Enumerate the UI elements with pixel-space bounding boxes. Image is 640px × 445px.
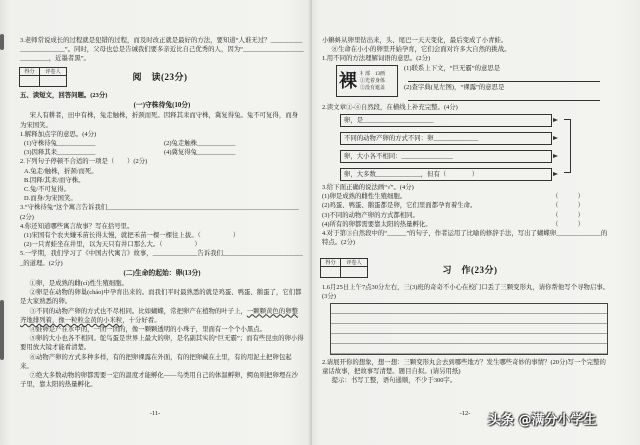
- dictionary-text: [360, 71, 385, 92]
- answer-blank: [408, 92, 600, 101]
- watermark: 头条 @满分小学生: [488, 413, 597, 428]
- statement-text: (1)卵是成熟的雌性生殖细胞。: [322, 193, 407, 201]
- question-1-item: (2)兔走触株____________: [164, 140, 236, 148]
- option-d: D.而身/为宋国笑。: [24, 195, 77, 203]
- grader-label: 评卷人: [341, 259, 367, 267]
- answer-bracket: （ ）: [552, 211, 584, 219]
- grader-cell: [40, 76, 66, 86]
- question-1: 1.解释加点字的意思。(4分): [20, 130, 97, 138]
- arrow-right-icon: [553, 154, 558, 158]
- score-label: 得分: [321, 259, 341, 267]
- paragraph-3: [20, 307, 304, 325]
- dictionary-meaning: ①光着身体: [360, 78, 386, 84]
- question-r3: 3.给下面正确的说法画“√”。(4分): [322, 184, 414, 191]
- left-page: [0, 0, 312, 445]
- flow-bracket: [564, 119, 571, 173]
- word-question-1: (1)联系上下文，“巨无霸”的意思是: [404, 65, 501, 72]
- flow-row: [340, 114, 552, 127]
- writing-question-2-block: [322, 358, 610, 386]
- flow-row-text: 不同的动物产卵的方式不同：卵______________: [344, 135, 479, 142]
- reading-continuation: [322, 36, 610, 64]
- flow-row-text: 卵，大小各不相同：________________: [344, 153, 453, 160]
- dictionary-meaning: ②没有遮盖: [360, 85, 386, 91]
- paragraph-5: ⑤卵的大小也各不相同。鸵鸟蛋是世界上最大的卵，是名副其实的“巨无霸”；而有些昆虫的卵小得要用放大镜才能看清楚。: [20, 335, 304, 352]
- word-question-2: (2)查字典(见左图)，“裸露”的意思是: [404, 84, 505, 92]
- question-5: 5.一学期，我们学习了《中国古代寓言》故事，______________告诉我们__________________________的道理。(2分): [20, 250, 303, 267]
- question-r2: 2.读文章①-④自然段，在横线上补充完整。(4分): [322, 104, 458, 111]
- part1-title: (一)守株待兔(10分): [133, 102, 191, 110]
- answer-bracket: （ ）: [552, 220, 584, 228]
- question-1-items: [20, 139, 304, 157]
- statement-row: [322, 211, 584, 220]
- flow-row-text: 卵，大多数______________，但有（ ）: [344, 171, 479, 178]
- flow-chart: [340, 114, 552, 186]
- writing-tip: 提示：书写工整，语句通顺，不少于300字。: [331, 377, 457, 385]
- continuation-text: 小蝌蚪从卵里钻出来，头、尾巴一天天变化，最后变成了小青蛙。: [322, 37, 508, 44]
- flow-row: [340, 150, 552, 163]
- paragraph-1: ①卵，是成熟的雌(cí)性生殖细胞。: [29, 280, 128, 288]
- binding-edge: [0, 34, 4, 50]
- question-3: 3.“守株待兔”这个寓言告诉我们____________________________________________________________(2分): [20, 204, 299, 221]
- reading-instruction: 五、读短文，回答问题。(23分): [20, 92, 108, 99]
- paragraph-7: ⑦绝大多数动物的卵都需要一定的温度才能孵化——鸟类用自己的体温孵卵，鳄鱼则把卵埋在沙子里，靠太阳的热量孵化。: [20, 372, 298, 389]
- paragraph-8: ⑧生命在小小的卵里开始孕育，它们会面对许多大自然的挑战。: [331, 46, 511, 54]
- paragraph-4: ④蛙卵是产在水中的，一团一团的，像一颗颗透明的小珠子，里面有一个个小黑点。: [29, 326, 267, 334]
- binding-edge: [0, 300, 4, 360]
- arrow-right-icon: [553, 136, 558, 140]
- score-cell: [321, 267, 341, 277]
- flow-row: [340, 168, 552, 181]
- writing-question-1: 1.6月25日上午7点30分左右，三(3)班的奇奇不小心在校门口丢了三颗变形丸，请你帮他写个寻物启事。(3分): [322, 284, 610, 301]
- arrow-right-icon: [553, 172, 558, 176]
- page-number-left: -11-: [149, 410, 161, 417]
- question-4-item: (2)一只青蛙坐在井里，以为天只有井口那么大。（ ）: [24, 241, 201, 249]
- paragraph-2: ②卵是在动物的卵巢(cháo)中孕育出来的。而我们平时最熟悉的就是鸡蛋、鸭蛋、鹅蛋了，它们都是大家熟悉的卵。: [20, 289, 302, 306]
- grader-label: 评卷人: [40, 68, 66, 76]
- statement-text: (2)鸡蛋、鸭蛋、鹅蛋都是卵，它们里面都孕育着生命。: [322, 202, 477, 210]
- statement-text: (4)所有的卵都需要靠太阳的热量孵化。: [322, 220, 432, 228]
- reading-section: [20, 91, 304, 390]
- statement-row: [322, 220, 584, 229]
- question-r1: 1.用不同的方法理解词语的意思。(2分): [322, 55, 431, 63]
- statement-row: [322, 192, 584, 201]
- question-4-item: (1)宋国有个农夫嫌禾苗长得太慢，就把禾苗一棵一棵往上拔。（ ）: [24, 232, 240, 240]
- question-4: 4.你还知道哪些寓言故事？写在括号里。: [20, 222, 134, 230]
- word-meaning-questions: [404, 64, 604, 102]
- passage-text: 宋人有耕者，田中有株，兔走触株，折颈而死。因释其耒而守株，冀复得兔。兔不可复得，而身为宋国笑。: [20, 112, 298, 129]
- option-a: A.兔走/触株，折颈/而死。: [24, 167, 98, 175]
- statement-row: [322, 201, 584, 210]
- score-label: 得分: [20, 68, 40, 76]
- underlined-sentence: 一颗颗黄色的卵整齐地排列着，像一粒粒金黄的小米粒: [20, 307, 298, 324]
- option-b: B.因释/其耒/而守株。: [24, 176, 85, 184]
- answer-bracket: （ ）: [552, 193, 584, 201]
- flow-row-text: 卵，是______________________: [344, 117, 434, 124]
- writing-section-title: 习 作(23分): [442, 265, 498, 275]
- page-number-right: -12-: [459, 410, 471, 417]
- true-false-section: [322, 183, 610, 247]
- paragraph-3-text: ③不同的动物产卵的方式也不尽相同。比如蝴蝶，常把卵产在植物的叶子上，: [29, 307, 247, 315]
- dictionary-info: 衤部 13画: [360, 71, 386, 77]
- paragraph-6: ⑥动物产卵的方式多种多样，有的把卵裸露在外面，有的把卵藏在土里，有的用泥土把卵包起来。: [20, 353, 292, 370]
- question-1-item: (3)因释其耒____________: [24, 149, 96, 157]
- reading-section-title: 阅 读(23分): [132, 72, 188, 82]
- paragraph-3-end: ，十分好看。: [122, 316, 161, 324]
- statement-text: (3)不同的动物产卵的方式都相同。: [322, 211, 419, 219]
- grader-cell: [341, 267, 367, 277]
- question-2: 2.下列句子停顿不合适的一项是（ ）(2分): [20, 158, 148, 166]
- dictionary-character: 裸: [339, 71, 357, 91]
- question-1-item: (4)冀复得兔____________: [164, 149, 236, 157]
- question-1-item: (1)守株待兔____________: [24, 140, 96, 148]
- arrow-right-icon: [553, 118, 558, 122]
- flow-row: [340, 132, 552, 145]
- answer-lines: [330, 303, 608, 355]
- answer-blank: [408, 73, 600, 82]
- question-3-proverb: 3.老师常说成长的过程就是犯错的过程，而及时改正就是最好的方法，要知道“人谁无过？________________________”。同时，父母也总是告诫我们要多亲近比自己优秀的人，因为“____________________________，近墨者黑”。: [20, 37, 304, 63]
- writing-question-2: 2.请展开你的想象，想一想：三颗变形丸会去到哪些地方？发生哪些奇妙的事情？(20分)写一个完整的童话故事，把故事写清楚。题目自拟。(请另用纸): [322, 359, 606, 376]
- answer-bracket: （ ）: [552, 202, 584, 210]
- score-cell: [20, 76, 40, 86]
- score-box: [19, 67, 67, 87]
- dictionary-entry: [336, 65, 398, 97]
- part2-title: (二)生命的起始：卵(13分): [123, 269, 201, 277]
- question-r4: 4.对于第③自然段中的“______”的句子，作者运用了比喻的修辞手法，写出了蝴蝶卵______________的特点。(2分): [322, 230, 608, 247]
- right-page: [312, 0, 640, 445]
- option-c: C.兔/不可复得。: [24, 186, 70, 194]
- score-box: [320, 258, 368, 278]
